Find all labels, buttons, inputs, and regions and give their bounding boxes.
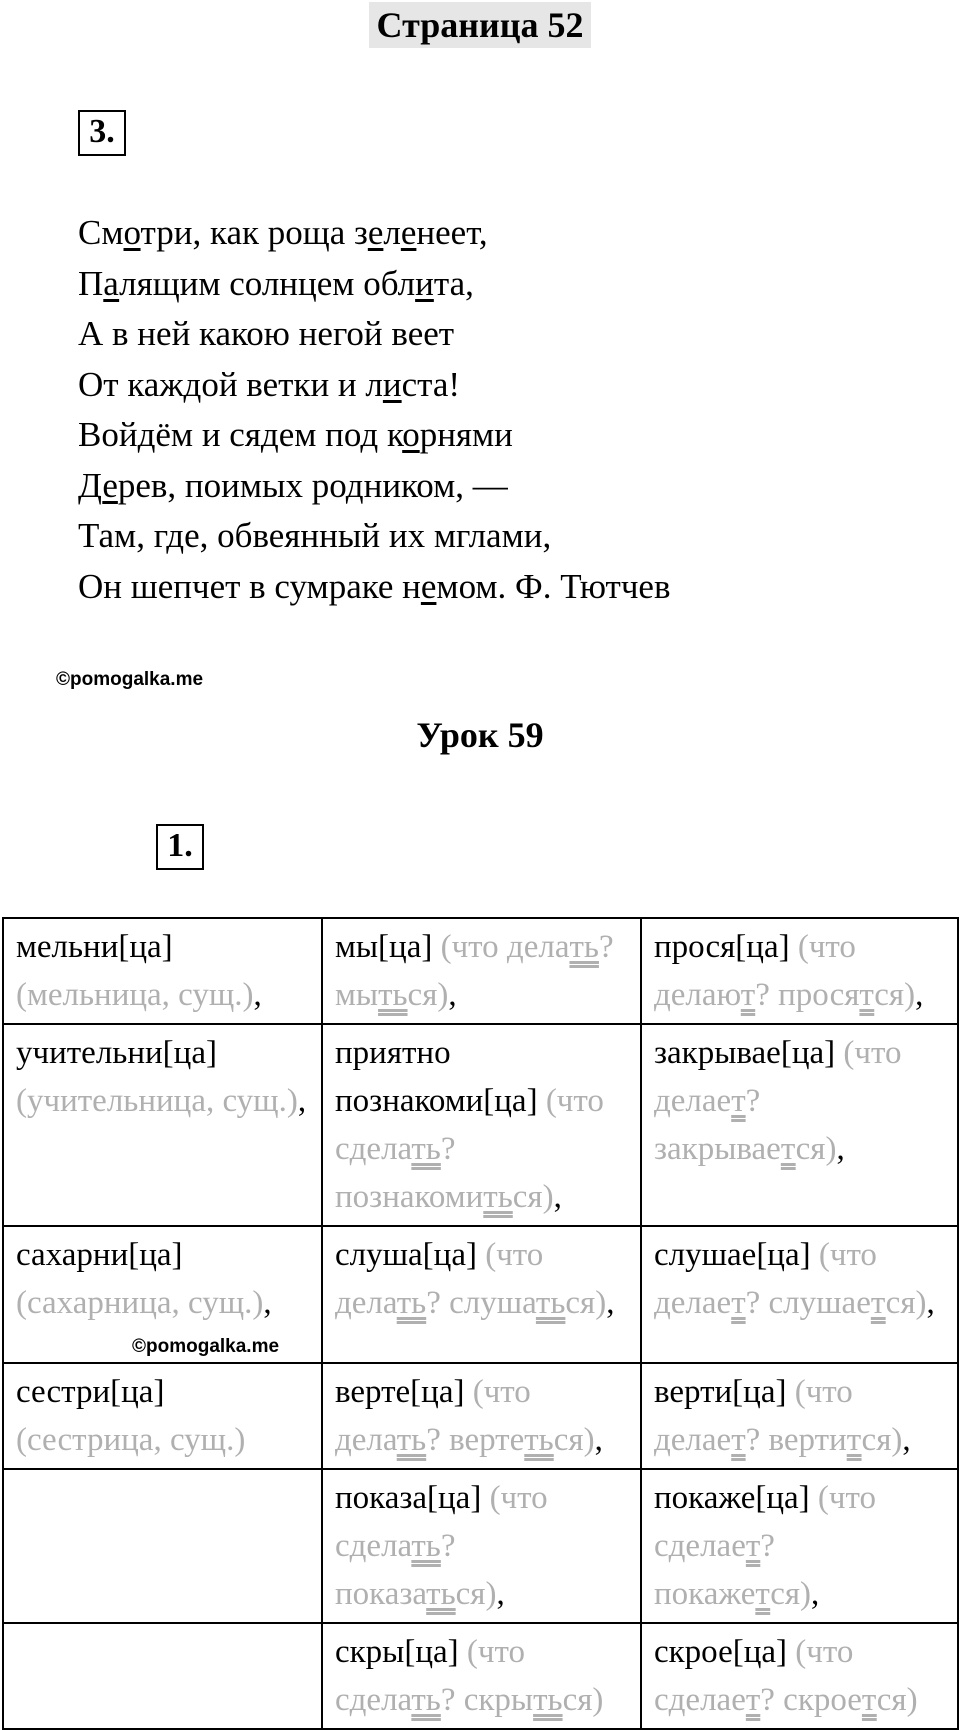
table-cell: скры[ца] (что сделать? скрыться) — [322, 1623, 641, 1729]
poem-line: Он шепчет в сумраке немом. Ф. Тютчев — [78, 566, 671, 606]
table-cell: слушае[ца] (что делает? слушается), — [641, 1226, 958, 1363]
page-title: Страница 52 — [369, 2, 591, 48]
watermark: ©pomogalka.me — [132, 1336, 280, 1357]
exercise-number-3: 3. — [78, 110, 126, 156]
table-cell: скрое[ца] (что сделает? скроется) — [641, 1623, 958, 1729]
table-cell — [3, 1469, 322, 1623]
table-row — [3, 918, 958, 1024]
answer-table — [2, 917, 959, 1730]
poem-line: Смотри, как роща зеленеет, — [78, 213, 488, 252]
table-cell: мы[ца] (что делaть? мыться), — [322, 918, 641, 1024]
table-cell — [3, 1623, 322, 1729]
poem — [78, 208, 670, 612]
poem-line: Там, где, обвеянный их мглами, — [78, 516, 552, 555]
table-cell: приятно познакоми[ца] (что сделать? познакомиться), — [322, 1024, 641, 1226]
table-cell: прося[ца] (что делают? просятся), — [641, 918, 958, 1024]
table-cell: показа[ца] (что сделать? показаться), — [322, 1469, 641, 1623]
exercise-number-1: 1. — [156, 824, 204, 870]
table-cell: закрывае[ца] (что делает? закрывается), — [641, 1024, 958, 1226]
poem-line: Палящим солнцем облита, — [78, 263, 474, 303]
table-row — [3, 1363, 958, 1469]
table-row — [3, 1623, 958, 1729]
table-cell: слуша[ца] (что делать? слушаться), — [322, 1226, 641, 1363]
poem-line: Дерев, поимых родником, — — [78, 465, 508, 505]
watermark: ©pomogalka.me — [56, 669, 204, 690]
table-cell: сестри[ца] (сестрица, сущ.) — [3, 1363, 322, 1469]
table-cell: сахарни[ца] (сахарница, сущ.), — [3, 1226, 322, 1363]
poem-line: А в ней какою негой веет — [78, 314, 455, 353]
poem-line: Войдём и сядем под корнями — [78, 415, 513, 454]
table-row — [3, 1024, 958, 1226]
table-cell: верти[ца] (что делает? вертится), — [641, 1363, 958, 1469]
table-cell: верте[ца] (что делать? вертеться), — [322, 1363, 641, 1469]
table-cell: покаже[ца] (что сделает? покажется), — [641, 1469, 958, 1623]
table-cell: мельни[ца] (мельница, сущ.), — [3, 918, 322, 1024]
table-row — [3, 1469, 958, 1623]
poem-line: От каждой ветки и листа! — [78, 364, 461, 404]
lesson-title: Урок 59 — [416, 715, 544, 755]
table-cell: учительни[ца] (учительница, сущ.), — [3, 1024, 322, 1226]
